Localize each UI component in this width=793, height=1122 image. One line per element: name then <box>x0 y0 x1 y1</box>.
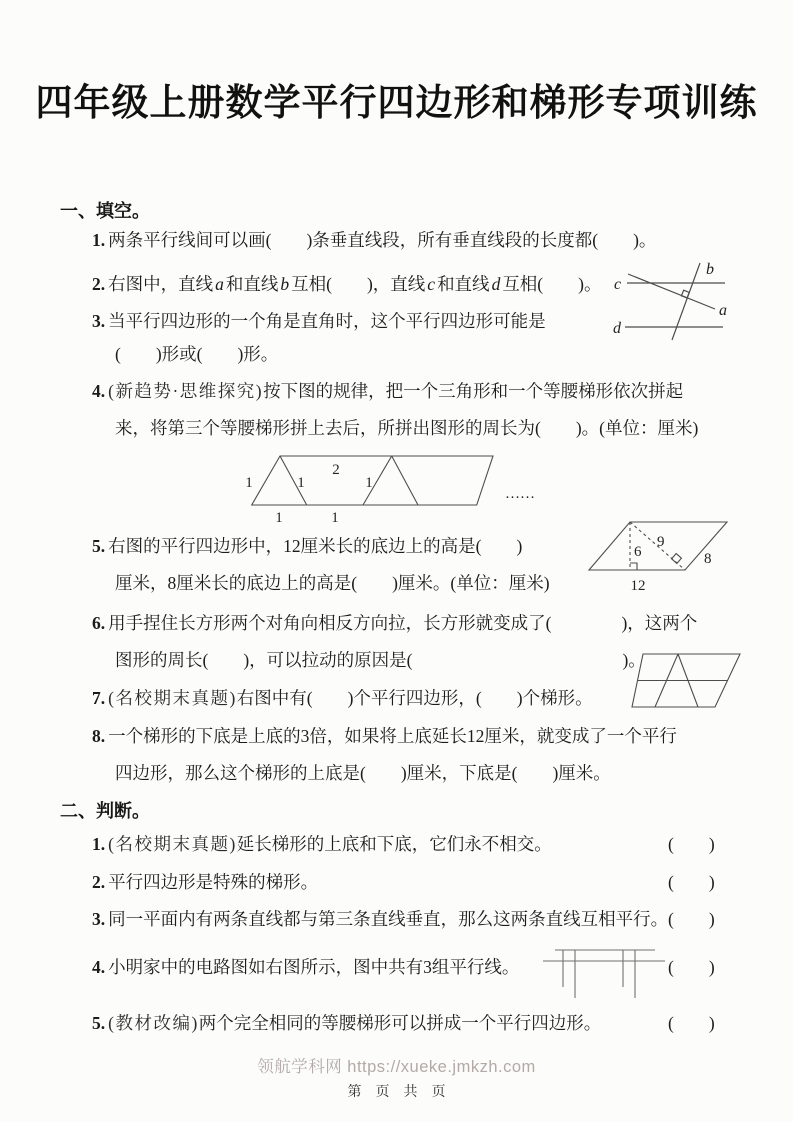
question-number: 1. <box>92 834 106 854</box>
judge-q2-answer-bracket: ( ) <box>668 872 715 892</box>
question-text: 右图中有( )个平行四边形，( )个梯形。 <box>236 688 593 708</box>
height-9-label: 9 <box>657 534 665 550</box>
pattern-side-label-2: 1 <box>297 475 305 491</box>
judge-q1-answer-bracket: ( ) <box>668 834 715 854</box>
pattern-bottom-label-2: 1 <box>331 510 339 526</box>
pattern-side-label-1: 1 <box>245 475 253 491</box>
question-number: 8. <box>92 726 106 746</box>
question-number: 3. <box>92 311 106 331</box>
question-text: 右图中，直线 <box>108 274 214 294</box>
question-number: 2. <box>92 274 106 294</box>
question-tag: (教材改编) <box>108 1013 199 1033</box>
fill-q3-line1 <box>92 309 546 333</box>
fill-q3-line2 <box>115 342 278 366</box>
fill-q4-line1 <box>92 379 683 403</box>
question-text: 互相( )，直线 <box>291 274 426 294</box>
pattern-bottom-label-1: 1 <box>275 510 283 526</box>
fill-q8-line2 <box>115 761 611 785</box>
line-b-ref: b <box>280 274 290 294</box>
question-text: 互相( )。 <box>502 274 602 294</box>
line-b-label: b <box>706 261 714 278</box>
pattern-ellipsis: …… <box>505 486 535 502</box>
worksheet-title: 四年级上册数学平行四边形和梯形专项训练 <box>35 82 758 123</box>
question-text: 右图的平行四边形中，12厘米长的底边上的高是( ) <box>108 536 523 556</box>
question-text: 按下图的规律，把一个三角形和一个等腰梯形依次拼起 <box>263 381 684 401</box>
question-text: 当平行四边形的一个角是直角时，这个平行四边形可能是 <box>108 311 546 331</box>
question-text: 同一平面内有两条直线都与第三条直线垂直，那么这两条直线互相平行。 <box>108 909 669 929</box>
question-number: 4. <box>92 381 106 401</box>
question-tag: (名校期末真题) <box>108 688 237 708</box>
judge-q2 <box>92 870 318 894</box>
footer-page-info: 第 页 共 页 <box>347 1085 446 1100</box>
line-c-label: c <box>614 276 622 293</box>
fill-q8-line1 <box>92 724 677 748</box>
side-8-label: 8 <box>704 551 712 567</box>
line-c-ref: c <box>427 274 436 294</box>
line-a-ref: a <box>215 274 224 294</box>
question-number: 5. <box>92 1013 106 1033</box>
question-number: 1. <box>92 230 106 250</box>
question-text: 平行四边形是特殊的梯形。 <box>108 872 319 892</box>
fill-q4-line2 <box>115 416 698 440</box>
judge-q3 <box>92 907 668 931</box>
line-a-label: a <box>719 302 727 319</box>
height-6-label: 6 <box>634 544 642 560</box>
question-text: 四边形，那么这个梯形的上底是( )厘米，下底是( )厘米。 <box>115 763 611 783</box>
judge-q5 <box>92 1011 601 1035</box>
fill-q5-line1 <box>92 534 522 558</box>
fill-q6-line1 <box>92 611 697 635</box>
fill-q1 <box>92 228 656 252</box>
section-judge-heading: 二、判断。 <box>60 801 150 821</box>
circuit-figure <box>540 944 670 1004</box>
judge-q5-answer-bracket: ( ) <box>668 1013 715 1033</box>
fill-q6-line2 <box>115 648 646 672</box>
judge-q4 <box>92 955 519 979</box>
pattern-side-label-3: 1 <box>365 475 373 491</box>
fill-q2 <box>92 272 601 296</box>
judge-q1 <box>92 832 552 856</box>
question-tag: (名校期末真题) <box>108 834 237 854</box>
subdivided-parallelogram-figure <box>626 650 748 712</box>
footer-site-watermark: 领航学科网 https://xueke.jmkzh.com <box>257 1058 536 1076</box>
question-number: 5. <box>92 536 106 556</box>
question-text: 两个完全相同的等腰梯形可以拼成一个平行四边形。 <box>198 1013 602 1033</box>
question-number: 2. <box>92 872 106 892</box>
question-text: 和直线 <box>437 274 490 294</box>
question-text: ( )形或( )形。 <box>115 344 279 364</box>
line-d-label: d <box>613 320 621 337</box>
question-text: 延长梯形的上底和下底，它们永不相交。 <box>236 834 552 854</box>
question-number: 7. <box>92 688 106 708</box>
fill-q5-line2 <box>115 571 550 595</box>
question-number: 6. <box>92 613 106 633</box>
question-text: 两条平行线间可以画( )条垂直线段，所有垂直线段的长度都( )。 <box>108 230 657 250</box>
question-text: 一个梯形的下底是上底的3倍，如果将上底延长12厘米，就变成了一个平行 <box>108 726 677 746</box>
line-d-ref: d <box>491 274 501 294</box>
question-text: 小明家中的电路图如右图所示，图中共有3组平行线。 <box>108 957 520 977</box>
fill-q7 <box>92 686 593 710</box>
section-fill-heading: 一、填空。 <box>60 201 150 221</box>
question-number: 4. <box>92 957 106 977</box>
question-text: 和直线 <box>225 274 279 294</box>
question-text: 图形的周长( )，可以拉动的原因是( )。 <box>115 650 646 670</box>
pattern-top-label: 2 <box>332 462 340 478</box>
question-text: 用手捏住长方形两个对角向相反方向拉，长方形就变成了( )，这两个 <box>108 613 698 633</box>
question-number: 3. <box>92 909 106 929</box>
parallel-lines-figure <box>608 256 748 346</box>
question-text: 厘米，8厘米长的底边上的高是( )厘米。(单位：厘米) <box>115 573 550 593</box>
question-text: 来，将第三个等腰梯形拼上去后，所拼出图形的周长为( )。(单位：厘米) <box>115 418 699 438</box>
base-12-label: 12 <box>630 578 646 594</box>
parallelogram-heights-figure <box>583 512 748 600</box>
question-tag: (新趋势·思维探究) <box>108 381 264 401</box>
judge-q4-answer-bracket: ( ) <box>668 957 715 977</box>
judge-q3-answer-bracket: ( ) <box>668 909 715 929</box>
pattern-figure <box>243 442 563 530</box>
